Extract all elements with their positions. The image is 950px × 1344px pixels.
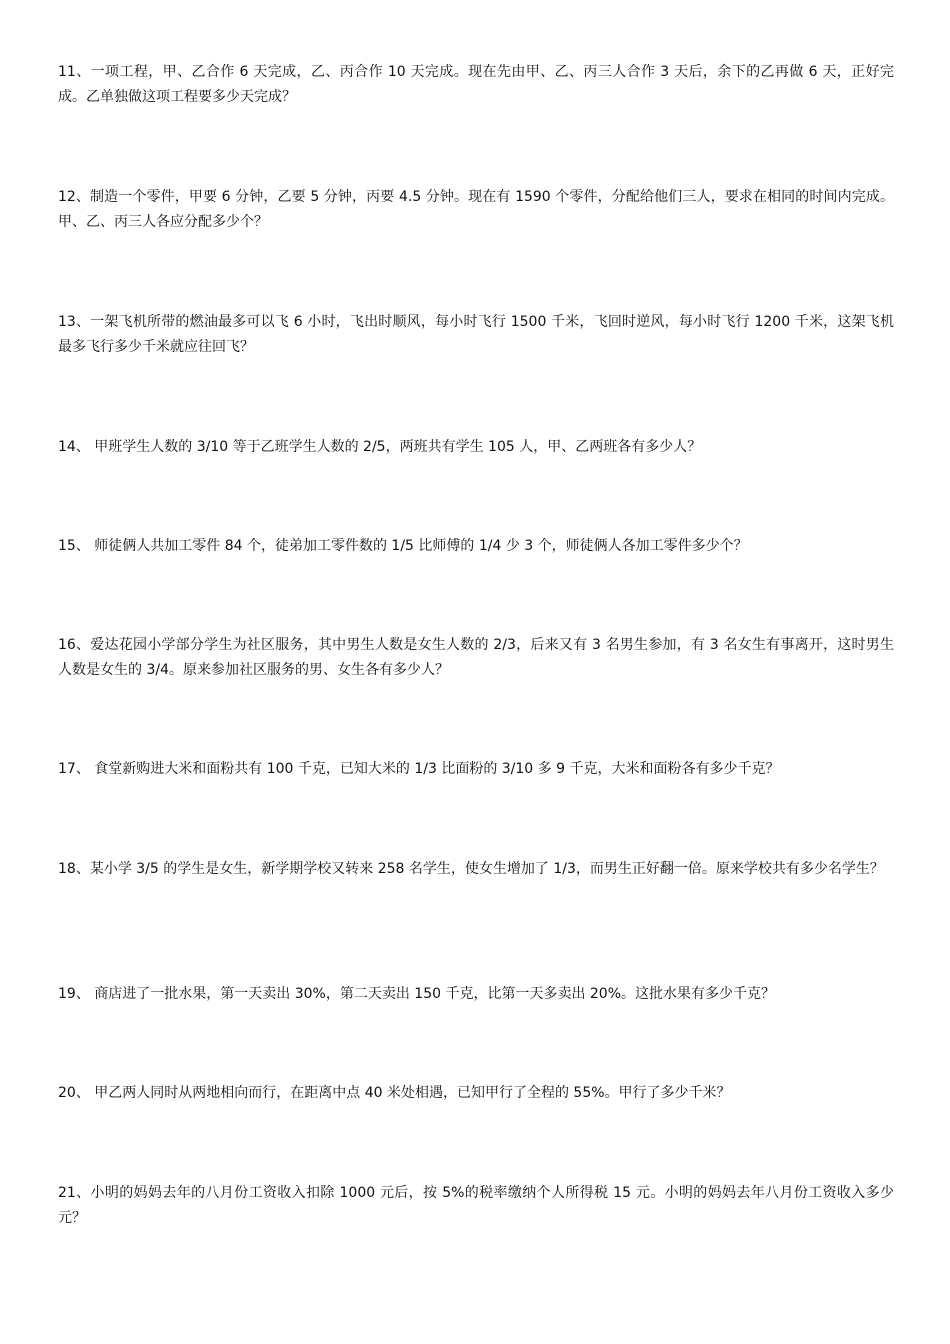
problem-15: 15、 师徒俩人共加工零件 84 个，徒弟加工零件数的 1/5 比师傅的 1/4 少 3 个，师徒俩人各加工零件多少个？ (58, 538, 748, 554)
problem-21: 21、小明的妈妈去年的八月份工资收入扣除 1000 元后，按 5%的税率缴纳个人所得税 15 元。小明的妈妈去年八月份工资收入多少元？ (58, 1185, 894, 1226)
problem-14: 14、 甲班学生人数的 3/10 等于乙班学生人数的 2/5，两班共有学生 105 人，甲、乙两班各有多少人？ (58, 439, 702, 455)
problem-17: 17、 食堂新购进大米和面粉共有 100 千克，已知大米的 1/3 比面粉的 3/10 多 9 千克，大米和面粉各有多少千克？ (58, 761, 780, 777)
problem-13: 13、一架飞机所带的燃油最多可以飞 6 小时，飞出时顺风，每小时飞行 1500 千米，飞回时逆风，每小时飞行 1200 千米，这架飞机最多飞行多少千米就应往回飞？ (58, 314, 894, 355)
problem-19: 19、 商店进了一批水果，第一天卖出 30%，第二天卖出 150 千克，比第一天多卖出 20%。这批水果有多少千克？ (58, 986, 776, 1002)
problem-12: 12、制造一个零件，甲要 6 分钟，乙要 5 分钟，丙要 4.5 分钟。现在有 1590 个零件，分配给他们三人，要求在相同的时间内完成。甲、乙、丙三人各应分配多少个？ (58, 189, 894, 230)
problem-16: 16、爱达花园小学部分学生为社区服务，其中男生人数是女生人数的 2/3，后来又有 3 名男生参加，有 3 名女生有事离开，这时男生人数是女生的 3/4。原来参加社区服务的男、女生各有多少人？ (58, 637, 894, 678)
problem-18: 18、某小学 3/5 的学生是女生，新学期学校又转来 258 名学生，使女生增加了 1/3，而男生正好翻一倍。原来学校共有多少名学生？ (58, 861, 884, 877)
problem-20: 20、 甲乙两人同时从两地相向而行，在距离中点 40 米处相遇，已知甲行了全程的 55%。甲行了多少千米？ (58, 1085, 731, 1101)
problem-11: 11、一项工程，甲、乙合作 6 天完成，乙、丙合作 10 天完成。现在先由甲、乙、丙三人合作 3 天后，余下的乙再做 6 天，正好完成。乙单独做这项工程要多少天完成？ (58, 64, 894, 105)
